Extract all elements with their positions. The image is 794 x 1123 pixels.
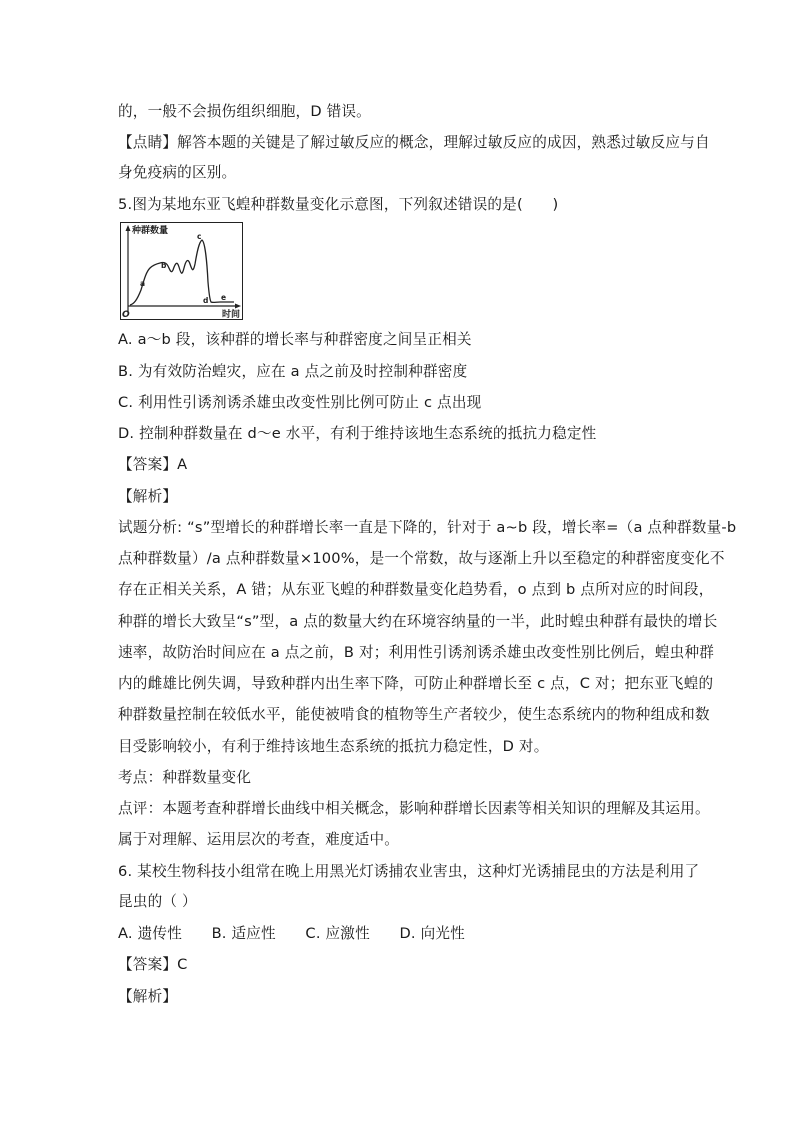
analysis-line-4: 种群的增长大致呈“s”型，a 点的数量大约在环境容纳量的一半，此时蝗虫种群有最快的增长 <box>118 613 718 630</box>
analysis-line-5: 速率，故防治时间应在 a 点之前，B 对；利用性引诱剂诱杀雄虫改变性别比例后，蝗虫种群 <box>118 644 715 661</box>
analysis-line-3: 存在正相关关系，A 错；从东亚飞蝗的种群数量变化趋势看，o 点到 b 点所对应的时间段， <box>118 581 714 598</box>
figure-frame <box>121 223 243 320</box>
x-axis-label: 时间 <box>222 310 241 320</box>
population-graph <box>120 222 244 320</box>
point-e-label: e <box>221 293 227 302</box>
option-a: A. a～b 段，该种群的增长率与种群密度之间呈正相关 <box>118 331 472 348</box>
origin-label: O <box>122 310 130 320</box>
topic-line: 考点：种群数量变化 <box>118 769 252 786</box>
population-change-figure <box>120 222 244 320</box>
analysis-label-5: 【解析】 <box>118 488 178 505</box>
option-b: B. 为有效防治蝗灾，应在 a 点之前及时控制种群密度 <box>118 363 468 380</box>
point-a-label: a <box>140 279 146 288</box>
text-line-1: 的，一般不会损伤组织细胞，D 错误。 <box>118 103 371 120</box>
answer-label-5: 【答案】A <box>118 456 188 473</box>
option-c: C. 利用性引诱剂诱杀雄虫改变性别比例可防止 c 点出现 <box>118 394 482 411</box>
y-axis-label: 种群数量 <box>132 226 169 236</box>
option-d: D. 控制种群数量在 d～e 水平，有利于维持该地生态系统的抵抗力稳定性 <box>118 425 597 442</box>
question-5-stem: 5.图为某地东亚飞蝗种群数量变化示意图，下列叙述错误的是( ) <box>118 196 559 213</box>
analysis-line-1: 试题分析: “s”型增长的种群增长率一直是下降的，针对于 a~b 段，增长率=（a 点种群数量-b <box>118 519 737 536</box>
question-6-options: A. 遗传性 B. 适应性 C. 应激性 D. 向光性 <box>118 925 465 942</box>
comment-line-1: 点评：本题考查种群增长曲线中相关概念，影响种群增长因素等相关知识的理解及其运用。 <box>118 800 710 817</box>
tip-line-1: 【点睛】解答本题的关键是了解过敏反应的概念，理解过敏反应的成因，熟悉过敏反应与自 <box>118 134 710 151</box>
tip-line-2: 身免疫病的区别。 <box>118 164 237 181</box>
point-b-label: b <box>161 261 167 270</box>
point-c-label: c <box>197 232 202 241</box>
answer-label-6: 【答案】C <box>118 956 188 973</box>
analysis-line-6: 内的雌雄比例失调，导致种群内出生率下降，可防止种群增长至 c 点，C 对；把东亚飞蝗的 <box>118 675 714 692</box>
question-6-stem-1: 6. 某校生物科技小组常在晚上用黑光灯诱捕农业害虫，这种灯光诱捕昆虫的方法是利用了 <box>118 863 700 880</box>
point-d-label: d <box>203 296 209 305</box>
analysis-line-2: 点种群数量）/a 点种群数量×100%，是一个常数，故与逐渐上升以至稳定的种群密度变化不 <box>118 550 725 567</box>
analysis-line-7: 种群数量控制在较低水平，能使被啃食的植物等生产者较少，使生态系统内的物种组成和数 <box>118 706 710 723</box>
analysis-label-6: 【解析】 <box>118 988 178 1005</box>
comment-line-2: 属于对理解、运用层次的考查，难度适中。 <box>118 831 400 848</box>
question-6-stem-2: 昆虫的（ ） <box>118 893 197 910</box>
analysis-line-8: 目受影响较小，有利于维持该地生态系统的抵抗力稳定性，D 对。 <box>118 738 549 755</box>
